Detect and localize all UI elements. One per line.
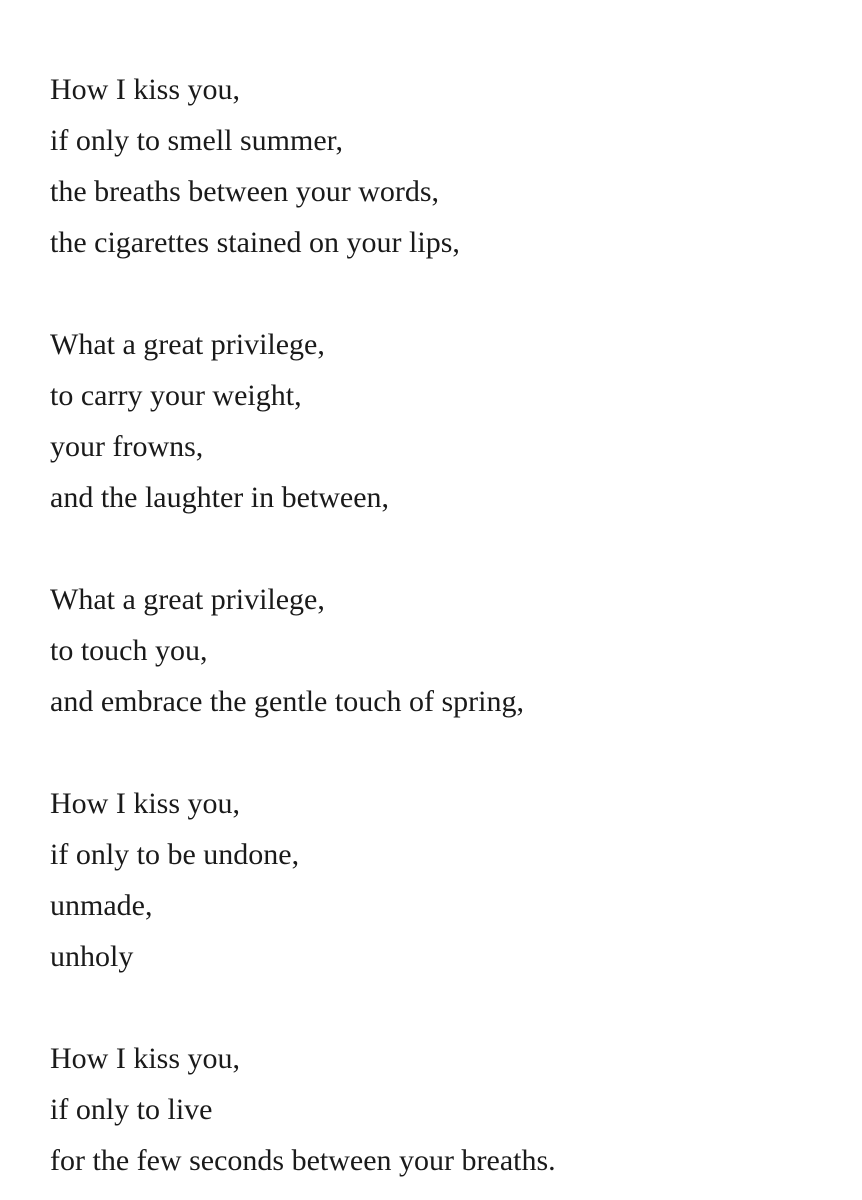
stanza-1	[50, 64, 556, 268]
poem-line: the cigarettes stained on your lips,	[50, 226, 460, 259]
poem-line: your frowns,	[50, 430, 204, 463]
poem-line: unholy	[50, 940, 134, 973]
poem-line: for the few seconds between your breaths.	[50, 1144, 556, 1177]
poem-line: What a great privilege,	[50, 328, 325, 361]
stanza-5	[50, 1033, 556, 1186]
poem-line: if only to smell summer,	[50, 124, 343, 157]
poem-line: How I kiss you,	[50, 787, 241, 820]
poem-line: How I kiss you,	[50, 1042, 241, 1075]
stanza-4	[50, 778, 556, 982]
poem-line: if only to be undone,	[50, 838, 300, 871]
poem-line: and the laughter in between,	[50, 481, 390, 514]
poem-line: What a great privilege,	[50, 583, 325, 616]
stanza-2	[50, 319, 556, 523]
poem-line: How I kiss you,	[50, 73, 241, 106]
poem-line: to carry your weight,	[50, 379, 302, 412]
stanza-3	[50, 574, 556, 727]
poem-line: the breaths between your words,	[50, 175, 440, 208]
poem-line: if only to live	[50, 1093, 213, 1126]
poem-line: and embrace the gentle touch of spring,	[50, 685, 524, 718]
poem-body	[50, 64, 556, 1186]
poem-line: unmade,	[50, 889, 153, 922]
poem-line: to touch you,	[50, 634, 208, 667]
